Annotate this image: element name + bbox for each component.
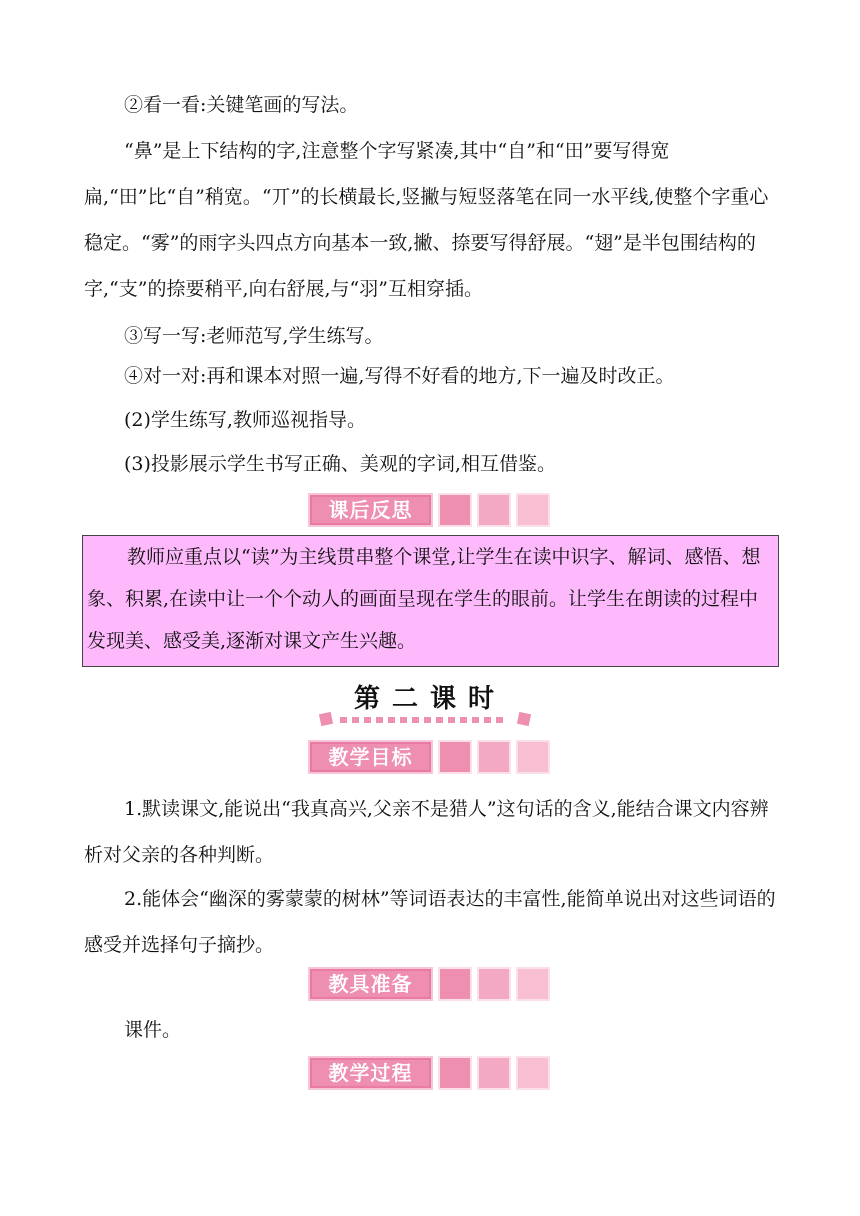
reflection-box xyxy=(82,535,779,667)
banner-square xyxy=(477,967,511,1001)
banner-square xyxy=(438,740,472,774)
item-3: (3)投影展示学生书写正确、美观的字词,相互借鉴。 xyxy=(124,453,556,475)
step-look: ②看一看:关键笔画的写法。 xyxy=(124,94,359,116)
step-write: ③写一写:老师范写,学生练写。 xyxy=(124,325,384,347)
step-compare: ④对一对:再和课本对照一遍,写得不好看的地方,下一遍及时改正。 xyxy=(124,365,675,387)
banner-square xyxy=(516,493,550,527)
banner-square xyxy=(477,1056,511,1090)
banner-square xyxy=(477,740,511,774)
goal-2: 2.能体会“幽深的雾蒙蒙的树林”等词语表达的丰富性,能简单说出对这些词语的感受并选择句子摘抄。 xyxy=(84,888,776,956)
banner-square xyxy=(516,1056,550,1090)
paragraph-bi-writing: “鼻”是上下结构的字,注意整个字写紧凑,其中“自”和“田”要写得宽扁,“田”比“自”稍宽。“丌”的长横最长,竖撇与短竖落笔在同一水平线,使整个字重心稳定。“雾”的雨字头四点方向基本一致,撇、捺要写得舒展。“翅”是半包围结构的字,“支”的捺要稍平,向右舒展,与“羽”互相穿插。 xyxy=(84,140,769,300)
goal-1: 1.默读课文,能说出“我真高兴,父亲不是猎人”这句话的含义,能结合课文内容辨析对父亲的各种判断。 xyxy=(84,798,769,866)
materials-text: 课件。 xyxy=(124,1019,182,1041)
banner-reflection xyxy=(308,493,550,527)
reflection-text: 教师应重点以“读”为主线贯串整个课堂,让学生在读中识字、解词、感悟、想象、积累,在读中让一个个动人的画面呈现在学生的眼前。让学生在朗读的过程中发现美、感受美,逐渐对课文产生兴趣。 xyxy=(87,546,761,652)
banner-process xyxy=(308,1056,550,1090)
banner-square xyxy=(438,967,472,1001)
banner-process-title: 教学过程 xyxy=(308,1056,433,1090)
banner-square xyxy=(438,493,472,527)
banner-square xyxy=(516,740,550,774)
banner-materials xyxy=(308,967,550,1001)
lesson-title: 第二课时 xyxy=(353,684,506,714)
banner-square xyxy=(477,493,511,527)
banner-reflection-title: 课后反思 xyxy=(308,493,433,527)
title-decoration xyxy=(318,711,532,727)
banner-goals xyxy=(308,740,550,774)
banner-materials-title: 教具准备 xyxy=(308,967,433,1001)
banner-goals-title: 教学目标 xyxy=(308,740,433,774)
banner-square xyxy=(516,967,550,1001)
item-2: (2)学生练写,教师巡视指导。 xyxy=(124,409,366,431)
banner-square xyxy=(438,1056,472,1090)
